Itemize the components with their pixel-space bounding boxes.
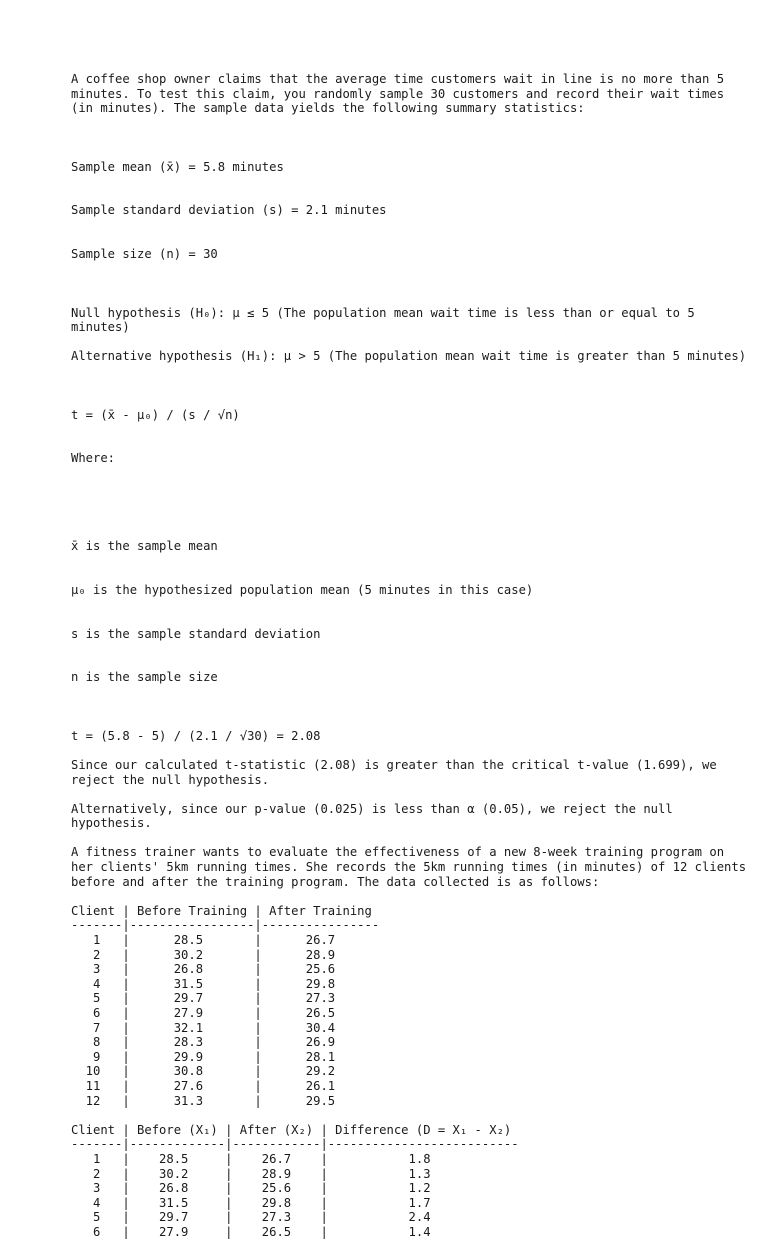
- differences-table: Client | Before (X₁) | After (X₂) | Difference (D = X₁ - X₂) -------|-------------|------------|-------------------------- 1 | 28.5 | 26.7 | 1.8 2 | 30.2 | 28.9 | 1.3 3 | 26.8 | 25.6 | 1.2 4 | 31.5 | 29.8 | 1.7 5 | 29.7 | 27.3 | 2.4 6 | 27.9 | 26.5 | 1.4: [71, 1122, 519, 1239]
- definitions-block: [71, 510, 751, 714]
- where-label: Where:: [71, 451, 116, 466]
- formula-block: [71, 378, 751, 495]
- t-calculation: t = (5.8 - 5) / (2.1 / √30) = 2.08: [71, 728, 321, 743]
- fitness-intro-paragraph: A fitness trainer wants to evaluate the effectiveness of a new 8-week training program on her clients' 5km running times. She records the 5km running times (in minutes) of 12 clients before and after the training program. The data collected is as follows:: [71, 845, 754, 889]
- document-page: [71, 72, 754, 1254]
- alternative-hypothesis: Alternative hypothesis (H₁): μ > 5 (The population mean wait time is greater than 5 minutes): [71, 349, 747, 364]
- stat-std-dev: Sample standard deviation (s) = 2.1 minutes: [71, 203, 387, 218]
- t-formula: t = (x̄ - μ₀) / (s / √n): [71, 407, 240, 422]
- definition-std-dev: s is the sample standard deviation: [71, 626, 321, 641]
- definition-sample-mean: x̄ is the sample mean: [71, 539, 218, 553]
- summary-statistics: [71, 130, 751, 291]
- definition-sample-size: n is the sample size: [71, 670, 218, 685]
- running-times-table: Client | Before Training | After Training -------|-----------------|---------------- 1 | 28.5 | 26.7 2 | 30.2 | 28.9 3 | 26.8 | 25.6 4 | 31.5 | 29.8 5 | 29.7 | 27.3 6 | 27.9 | 26.5 7 | 32.1 | 30.4 8 | 28.3 | 26.9 9 | 29.9 | 28.1 10 | 30.8 | 29.2 11 | 27.6 | 26.1 12 | 31.3 | 29.5: [71, 903, 380, 1108]
- definition-hypothesized-mean: μ₀ is the hypothesized population mean (5 minutes in this case): [71, 582, 534, 597]
- null-hypothesis: Null hypothesis (H₀): μ ≤ 5 (The population mean wait time is less than or equal to 5 minutes): [71, 305, 703, 335]
- conclusion-t-statistic: Since our calculated t-statistic (2.08) is greater than the critical t-value (1.699), we reject the null hypothesis.: [71, 757, 725, 787]
- intro-paragraph: A coffee shop owner claims that the average time customers wait in line is no more than 5 minutes. To test this claim, you randomly sample 30 customers and record their wait times (in minutes). The sample data yields the following summary statistics:: [71, 72, 732, 116]
- stat-sample-size: Sample size (n) = 30: [71, 247, 218, 262]
- stat-mean: Sample mean (x̄) = 5.8 minutes: [71, 159, 284, 174]
- conclusion-p-value: Alternatively, since our p-value (0.025) is less than α (0.05), we reject the null hypothesis.: [71, 801, 681, 831]
